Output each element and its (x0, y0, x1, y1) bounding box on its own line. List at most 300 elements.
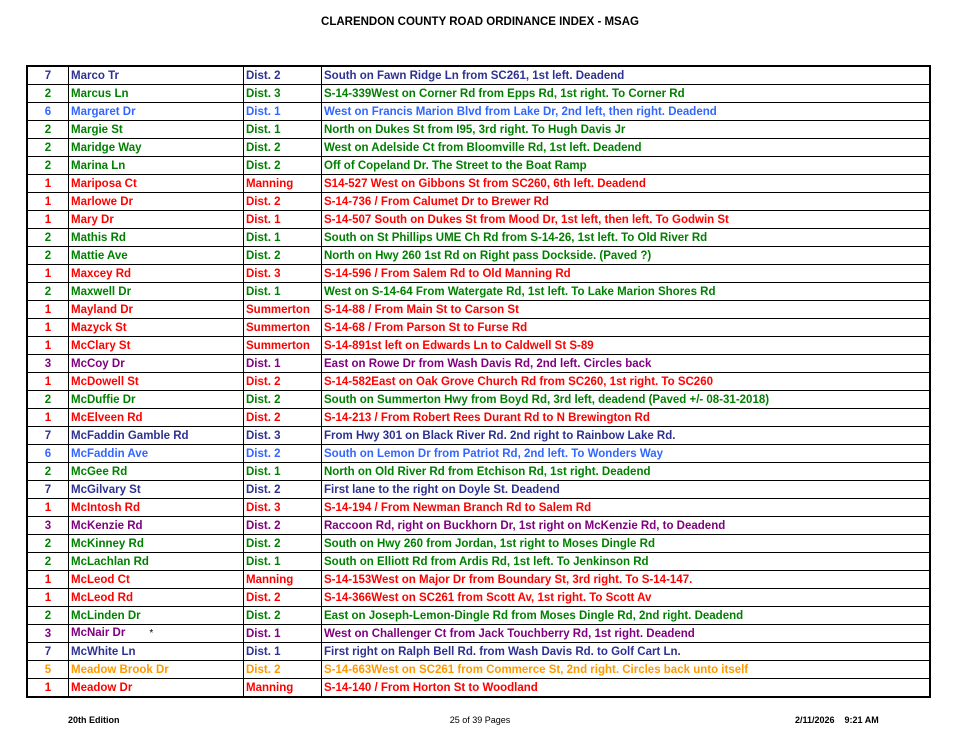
road-district (244, 319, 322, 337)
road-district (244, 643, 322, 661)
road-code-text: 1 (44, 339, 52, 352)
road-name (69, 85, 244, 103)
road-district-text: Dist. 1 (246, 105, 281, 118)
road-code (27, 211, 69, 229)
road-district-text: Dist. 2 (246, 375, 281, 388)
road-district (244, 409, 322, 427)
road-name (69, 265, 244, 283)
table-row (27, 283, 930, 301)
table-row (27, 247, 930, 265)
road-district-text: Dist. 1 (246, 123, 281, 136)
road-name (69, 247, 244, 265)
road-code (27, 427, 69, 445)
table-row (27, 121, 930, 139)
road-description-text: Off of Copeland Dr. The Street to the Boat Ramp (324, 159, 587, 172)
road-code-text: 6 (44, 447, 52, 460)
road-code-text: 1 (44, 681, 52, 694)
road-name (69, 427, 244, 445)
road-code (27, 85, 69, 103)
road-code (27, 373, 69, 391)
road-name (69, 499, 244, 517)
road-description (322, 247, 931, 265)
table-row (27, 139, 930, 157)
road-name-text: Mary Dr (71, 213, 114, 226)
footer-date: 2/11/2026 9:21 AM (795, 715, 879, 725)
road-name-text: McElveen Rd (71, 411, 143, 424)
table-row (27, 535, 930, 553)
table-row (27, 499, 930, 517)
road-name (69, 103, 244, 121)
road-description-text: S-14-596 / From Salem Rd to Old Manning Rd (324, 267, 571, 280)
road-district-text: Manning (246, 177, 294, 190)
road-district-text: Dist. 1 (246, 231, 281, 244)
road-name-text: McLinden Dr (71, 609, 141, 622)
road-name (69, 283, 244, 301)
table-row (27, 373, 930, 391)
road-description (322, 211, 931, 229)
road-name (69, 607, 244, 625)
page-title: CLARENDON COUNTY ROAD ORDINANCE INDEX - MSAG (321, 16, 639, 28)
road-description (322, 463, 931, 481)
road-code-text: 2 (44, 249, 52, 262)
table-row (27, 481, 930, 499)
road-description (322, 661, 931, 679)
road-code (27, 229, 69, 247)
road-description (322, 265, 931, 283)
road-code-text: 1 (44, 591, 52, 604)
road-name-text: McClary St (71, 339, 131, 352)
road-code-text: 1 (44, 501, 52, 514)
road-name-text: McFaddin Gamble Rd (71, 429, 189, 442)
table-row (27, 337, 930, 355)
road-district-text: Dist. 2 (246, 393, 281, 406)
road-description (322, 139, 931, 157)
road-description-text: West on Challenger Ct from Jack Touchberry Rd, 1st right. Deadend (324, 627, 695, 640)
road-code (27, 517, 69, 535)
road-district (244, 607, 322, 625)
road-name-text: McKenzie Rd (71, 519, 143, 532)
road-name (69, 373, 244, 391)
road-code-text: 1 (44, 303, 52, 316)
road-description (322, 481, 931, 499)
road-code (27, 157, 69, 175)
road-district-text: Dist. 1 (246, 357, 281, 370)
road-name (69, 409, 244, 427)
road-code (27, 409, 69, 427)
table-row (27, 66, 930, 85)
road-description (322, 553, 931, 571)
road-name-text: Meadow Dr (71, 681, 133, 694)
table-row (27, 517, 930, 535)
table-row (27, 625, 930, 643)
road-code-text: 2 (44, 231, 52, 244)
road-district (244, 247, 322, 265)
road-district (244, 103, 322, 121)
road-code (27, 643, 69, 661)
road-index-table-body (27, 66, 930, 697)
road-district-text: Dist. 3 (246, 87, 281, 100)
road-description (322, 679, 931, 698)
road-district (244, 427, 322, 445)
road-code (27, 679, 69, 698)
road-name-text: McGilvary St (71, 483, 141, 496)
road-description-text: S14-527 West on Gibbons St from SC260, 6th left. Deadend (324, 177, 646, 190)
road-index-table (26, 65, 931, 698)
road-description-text: S-14-582East on Oak Grove Church Rd from SC260, 1st right. To SC260 (324, 375, 713, 388)
road-description (322, 337, 931, 355)
road-code-text: 1 (44, 213, 52, 226)
road-name-text: McLachlan Rd (71, 555, 149, 568)
road-district (244, 481, 322, 499)
road-marker: * (149, 628, 154, 639)
road-name-text: McWhite Ln (71, 645, 136, 658)
road-name-text: Maridge Way (71, 141, 142, 154)
road-description-text: S-14-339West on Corner Rd from Epps Rd, 1st right. To Corner Rd (324, 87, 685, 100)
table-row (27, 661, 930, 679)
road-name (69, 589, 244, 607)
road-code-text: 3 (44, 357, 52, 370)
road-code (27, 661, 69, 679)
road-code-text: 2 (44, 141, 52, 154)
road-district (244, 679, 322, 698)
road-district-text: Dist. 3 (246, 267, 281, 280)
table-row (27, 463, 930, 481)
road-code-text: 2 (44, 609, 52, 622)
road-description-text: S-14-507 South on Dukes St from Mood Dr, 1st left, then left. To Godwin St (324, 213, 729, 226)
road-district (244, 85, 322, 103)
road-district (244, 157, 322, 175)
road-district-text: Dist. 2 (246, 159, 281, 172)
road-code (27, 355, 69, 373)
road-description (322, 409, 931, 427)
road-code (27, 66, 69, 85)
road-district (244, 571, 322, 589)
road-name-text: McDuffie Dr (71, 393, 136, 406)
road-description (322, 499, 931, 517)
road-description (322, 391, 931, 409)
road-code-text: 2 (44, 393, 52, 406)
table-row (27, 265, 930, 283)
table-row (27, 409, 930, 427)
road-name-text: Margie St (71, 123, 123, 136)
road-description-text: S-14-153West on Major Dr from Boundary St, 3rd right. To S-14-147. (324, 573, 693, 586)
road-district-text: Dist. 2 (246, 447, 281, 460)
road-code-text: 1 (44, 411, 52, 424)
road-district (244, 373, 322, 391)
road-code-text: 2 (44, 537, 52, 550)
road-code-text: 2 (44, 555, 52, 568)
road-description-text: East on Rowe Dr from Wash Davis Rd, 2nd left. Circles back (324, 357, 652, 370)
road-district (244, 391, 322, 409)
road-code (27, 481, 69, 499)
road-description-text: From Hwy 301 on Black River Rd. 2nd right to Rainbow Lake Rd. (324, 429, 676, 442)
road-description (322, 301, 931, 319)
road-name-text: McDowell St (71, 375, 139, 388)
road-description (322, 157, 931, 175)
road-district (244, 535, 322, 553)
road-name-text: Mazyck St (71, 321, 127, 334)
road-code (27, 283, 69, 301)
road-description-text: South on Elliott Rd from Ardis Rd, 1st left. To Jenkinson Rd (324, 555, 649, 568)
road-description (322, 373, 931, 391)
road-district-text: Dist. 1 (246, 285, 281, 298)
table-row (27, 607, 930, 625)
road-district (244, 139, 322, 157)
road-district-text: Summerton (246, 339, 310, 352)
road-district (244, 175, 322, 193)
road-district (244, 355, 322, 373)
road-name-text: Meadow Brook Dr (71, 663, 169, 676)
road-district-text: Dist. 2 (246, 141, 281, 154)
road-description-text: North on Old River Rd from Etchison Rd, 1st right. Deadend (324, 465, 651, 478)
road-code-text: 2 (44, 465, 52, 478)
road-code (27, 463, 69, 481)
road-code (27, 589, 69, 607)
road-name-text: Mathis Rd (71, 231, 126, 244)
road-name-text: Maxcey Rd (71, 267, 132, 280)
table-row (27, 445, 930, 463)
road-description-text: S-14-736 / From Calumet Dr to Brewer Rd (324, 195, 549, 208)
road-district (244, 265, 322, 283)
road-description-text: East on Joseph-Lemon-Dingle Rd from Moses Dingle Rd, 2nd right. Deadend (324, 609, 744, 622)
road-description (322, 355, 931, 373)
road-name-text: McFaddin Ave (71, 447, 149, 460)
road-name-text: Mayland Dr (71, 303, 133, 316)
road-description-text: West on Adelside Ct from Bloomville Rd, 1st left. Deadend (324, 141, 642, 154)
table-row (27, 229, 930, 247)
road-district-text: Dist. 1 (246, 213, 281, 226)
footer-page-count: 25 of 39 Pages (449, 715, 511, 725)
road-description-text: South on Lemon Dr from Patriot Rd, 2nd left. To Wonders Way (324, 447, 664, 460)
road-code (27, 319, 69, 337)
road-name (69, 463, 244, 481)
road-district-text: Dist. 2 (246, 69, 281, 82)
road-code (27, 553, 69, 571)
road-code-text: 7 (44, 429, 52, 442)
road-name (69, 211, 244, 229)
road-district (244, 301, 322, 319)
road-description-text: South on Hwy 260 from Jordan, 1st right to Moses Dingle Rd (324, 537, 655, 550)
road-district-text: Dist. 2 (246, 663, 281, 676)
road-code-text: 2 (44, 123, 52, 136)
road-district-text: Dist. 2 (246, 195, 281, 208)
road-description-text: South on St Phillips UME Ch Rd from S-14-26, 1st left. To Old River Rd (324, 231, 708, 244)
road-name (69, 643, 244, 661)
table-row (27, 679, 930, 698)
road-district (244, 553, 322, 571)
road-code (27, 445, 69, 463)
footer-edition: 20th Edition (68, 715, 120, 725)
road-code-text: 1 (44, 177, 52, 190)
road-name (69, 679, 244, 698)
road-district-text: Dist. 1 (246, 627, 281, 640)
road-description-text: First lane to the right on Doyle St. Deadend (324, 483, 560, 496)
road-description (322, 607, 931, 625)
road-name-text: McLeod Ct (71, 573, 130, 586)
road-name-text: Margaret Dr (71, 105, 136, 118)
road-description-text: South on Summerton Hwy from Boyd Rd, 3rd left, deadend (Paved +/- 08-31-2018) (324, 393, 770, 406)
road-code (27, 625, 69, 643)
road-code (27, 535, 69, 553)
road-code-text: 1 (44, 375, 52, 388)
road-code (27, 607, 69, 625)
road-district-text: Manning (246, 681, 294, 694)
road-name-text: Maxwell Dr (71, 285, 132, 298)
road-name (69, 391, 244, 409)
road-code (27, 193, 69, 211)
road-description (322, 427, 931, 445)
road-name-text: Mattie Ave (71, 249, 128, 262)
road-name (69, 481, 244, 499)
table-row (27, 211, 930, 229)
road-code (27, 499, 69, 517)
road-description-text: S-14-213 / From Robert Rees Durant Rd to N Brewington Rd (324, 411, 650, 424)
road-district (244, 66, 322, 85)
road-name (69, 66, 244, 85)
table-row (27, 571, 930, 589)
road-description-text: Raccoon Rd, right on Buckhorn Dr, 1st right on McKenzie Rd, to Deadend (324, 519, 726, 532)
road-description-text: North on Hwy 260 1st Rd on Right pass Dockside. (Paved ?) (324, 249, 652, 262)
road-district-text: Dist. 1 (246, 465, 281, 478)
road-description (322, 229, 931, 247)
road-description (322, 643, 931, 661)
road-district-text: Dist. 2 (246, 483, 281, 496)
road-name-text: Marina Ln (71, 159, 126, 172)
road-description-text: S-14-891st left on Edwards Ln to Caldwell St S-89 (324, 339, 594, 352)
road-description-text: S-14-140 / From Horton St to Woodland (324, 681, 538, 694)
road-district-text: Summerton (246, 321, 310, 334)
table-row (27, 301, 930, 319)
table-row (27, 157, 930, 175)
road-code-text: 2 (44, 159, 52, 172)
road-code-text: 1 (44, 321, 52, 334)
road-description-text: S-14-88 / From Main St to Carson St (324, 303, 519, 316)
road-code (27, 301, 69, 319)
road-name-text: McLeod Rd (71, 591, 133, 604)
road-name (69, 553, 244, 571)
road-district (244, 625, 322, 643)
table-row (27, 643, 930, 661)
road-description (322, 121, 931, 139)
road-name (69, 445, 244, 463)
road-description (322, 66, 931, 85)
road-district-text: Dist. 1 (246, 555, 281, 568)
road-name-text: McIntosh Rd (71, 501, 140, 514)
road-description (322, 625, 931, 643)
road-name-text: McKinney Rd (71, 537, 144, 550)
road-description-text: First right on Ralph Bell Rd. from Wash Davis Rd. to Golf Cart Ln. (324, 645, 681, 658)
road-name (69, 175, 244, 193)
road-name (69, 517, 244, 535)
road-district (244, 211, 322, 229)
road-name-text: Mariposa Ct (71, 177, 137, 190)
road-name (69, 355, 244, 373)
road-name (69, 229, 244, 247)
road-description (322, 445, 931, 463)
road-code (27, 391, 69, 409)
road-description (322, 571, 931, 589)
road-code (27, 103, 69, 121)
road-code (27, 247, 69, 265)
road-description-text: North on Dukes St from I95, 3rd right. To Hugh Davis Jr (324, 123, 626, 136)
table-row (27, 319, 930, 337)
road-district (244, 283, 322, 301)
road-district-text: Dist. 2 (246, 591, 281, 604)
road-name (69, 337, 244, 355)
table-row (27, 175, 930, 193)
road-district (244, 499, 322, 517)
road-code (27, 139, 69, 157)
road-description-text: South on Fawn Ridge Ln from SC261, 1st left. Deadend (324, 69, 625, 82)
road-district (244, 589, 322, 607)
road-description (322, 175, 931, 193)
road-name (69, 121, 244, 139)
road-district (244, 661, 322, 679)
road-district-text: Dist. 3 (246, 501, 281, 514)
road-district-text: Summerton (246, 303, 310, 316)
road-code-text: 3 (44, 519, 52, 532)
road-description (322, 535, 931, 553)
road-district-text: Dist. 2 (246, 609, 281, 622)
road-district-text: Dist. 1 (246, 645, 281, 658)
road-code-text: 7 (44, 645, 52, 658)
road-description (322, 283, 931, 301)
road-description-text: S-14-663West on SC261 from Commerce St, 2nd right. Circles back unto itself (324, 663, 749, 676)
road-code (27, 175, 69, 193)
table-row (27, 427, 930, 445)
road-name (69, 157, 244, 175)
road-district (244, 229, 322, 247)
table-row (27, 553, 930, 571)
road-district-text: Dist. 3 (246, 429, 281, 442)
road-description-text: West on S-14-64 From Watergate Rd, 1st left. To Lake Marion Shores Rd (324, 285, 716, 298)
road-code (27, 571, 69, 589)
road-district (244, 193, 322, 211)
road-district-text: Manning (246, 573, 294, 586)
road-name-text: Marco Tr (71, 69, 119, 82)
road-code-text: 7 (44, 69, 52, 82)
road-code-text: 7 (44, 483, 52, 496)
road-name-text: Marcus Ln (71, 87, 129, 100)
road-description-text: S-14-366West on SC261 from Scott Av, 1st right. To Scott Av (324, 591, 652, 604)
road-description-text: S-14-194 / From Newman Branch Rd to Salem Rd (324, 501, 592, 514)
table-row (27, 103, 930, 121)
road-district (244, 463, 322, 481)
road-code-text: 1 (44, 573, 52, 586)
table-row (27, 355, 930, 373)
road-district (244, 517, 322, 535)
road-code-text: 1 (44, 195, 52, 208)
road-name (69, 193, 244, 211)
road-code (27, 265, 69, 283)
road-district (244, 445, 322, 463)
road-district-text: Dist. 2 (246, 537, 281, 550)
road-name-text: McNair Dr (71, 627, 126, 639)
road-name (69, 301, 244, 319)
road-code-text: 6 (44, 105, 52, 118)
road-district (244, 337, 322, 355)
road-district (244, 121, 322, 139)
road-description-text: S-14-68 / From Parson St to Furse Rd (324, 321, 528, 334)
road-name (69, 571, 244, 589)
road-code-text: 3 (44, 627, 52, 640)
table-row (27, 193, 930, 211)
road-description (322, 517, 931, 535)
road-name (69, 139, 244, 157)
road-name (69, 625, 244, 643)
table-row (27, 589, 930, 607)
table-row (27, 391, 930, 409)
